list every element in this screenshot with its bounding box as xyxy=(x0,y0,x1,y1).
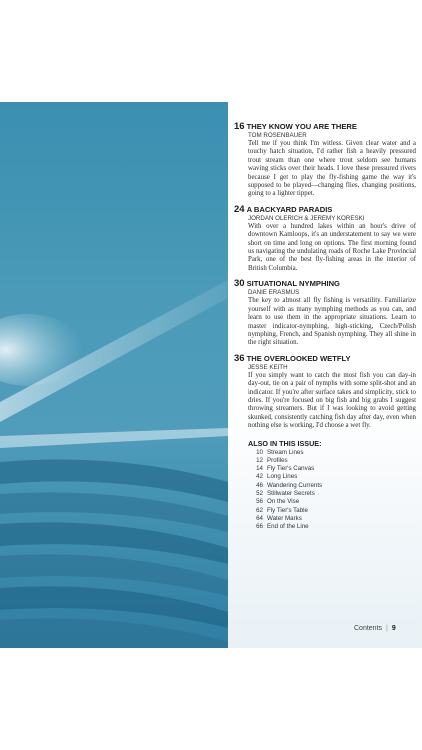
article-title: THEY KNOW YOU ARE THERE xyxy=(246,122,357,131)
article-summary: If you simply want to catch the most fish you can day-in day-out, tie on a pair of nymphs with some split-shot and an indicator. If you're after surface takes and simplicity, stick to dries. If you're focused on big fish and big grabs I suggest throwing streamers. But if I was looking to avoid getting skunked, consistently catching fish day after day, even when nothing else is working, I'd choose a wet fly. xyxy=(248,371,416,430)
list-item[interactable]: 66 End of the Line xyxy=(256,523,309,531)
contents-page xyxy=(228,102,422,648)
article-page-number: 30 xyxy=(234,278,245,290)
article-author: JORDAN OLERICH & JEREMY KORESKI xyxy=(248,214,365,222)
also-in-this-issue-list xyxy=(250,449,416,532)
article-summary: The key to almost all fly fishing is versatility. Familiarize yourself with as many nymphing methods as you can, and learn to use them in the appropriate situations. Learn to master indicator-nymphing, high-sticking, Czech/Polish nymphing, French, and Spanish nymphing. They all shine in the right situation. xyxy=(248,297,416,347)
list-item[interactable]: 64 Water Marks xyxy=(256,514,302,522)
article-title: THE OVERLOOKED WETFLY xyxy=(246,353,351,363)
article-summary: Tell me if you think I'm witless. Given clear water and a touchy hatch situation, I'd rather fish a heavily pressured trout stream than one where trout seldom see humans waving sticks over their heads. I love these pressured rivers because I get to play the fly-fishing game the way it's supposed to be played—changing flies, changing positions, going to a lighter tippet. xyxy=(248,140,416,198)
article-entry[interactable] xyxy=(234,122,416,199)
page-footer xyxy=(354,625,396,632)
list-item[interactable]: 42 Long Lines xyxy=(256,473,298,481)
article-title: A BACKYARD PARADIS xyxy=(246,204,333,214)
list-item[interactable]: 14 Fly Tier's Canvas xyxy=(256,465,315,473)
list-item[interactable]: 62 Fly Tier's Table xyxy=(256,506,308,514)
footer-separator: | xyxy=(386,625,388,632)
cover-photo-fly-reel xyxy=(0,102,228,648)
article-page-number: 24 xyxy=(234,203,245,215)
article-author: DANIE ERASMUS xyxy=(248,289,300,297)
list-item[interactable]: 12 Profiles xyxy=(256,456,288,464)
list-item[interactable]: 56 On the Vise xyxy=(256,498,300,506)
article-entry[interactable] xyxy=(234,279,416,347)
page-number: 9 xyxy=(391,625,396,632)
article-summary: With over a hundred lakes within an hour's drive of downtown Kamloops, it's an understatement to say we were short on time and long on options. The first morning found us navigating the undulating roads of Roche Lake Provincial Park, one of the best fly-fishing areas in the interior of British Columbia. xyxy=(248,222,416,272)
article-entry[interactable] xyxy=(234,354,416,431)
also-in-this-issue-heading: ALSO IN THIS ISSUE: xyxy=(248,438,322,448)
list-item[interactable]: 52 Stillwater Secrets xyxy=(256,490,315,498)
article-title: SITUATIONAL NYMPHING xyxy=(246,279,340,289)
article-page-number: 36 xyxy=(234,352,245,364)
article-author: JESSE KEITH xyxy=(248,363,288,371)
list-item[interactable]: 46 Wandering Currents xyxy=(256,481,323,489)
fly-reel-illustration xyxy=(0,102,228,648)
article-entry[interactable] xyxy=(234,205,416,273)
list-item[interactable]: 10 Stream Lines xyxy=(256,448,304,456)
article-page-number: 16 xyxy=(234,121,245,132)
article-author: TOM ROSENBAUER xyxy=(248,132,307,139)
footer-section-label: Contents xyxy=(354,625,383,632)
